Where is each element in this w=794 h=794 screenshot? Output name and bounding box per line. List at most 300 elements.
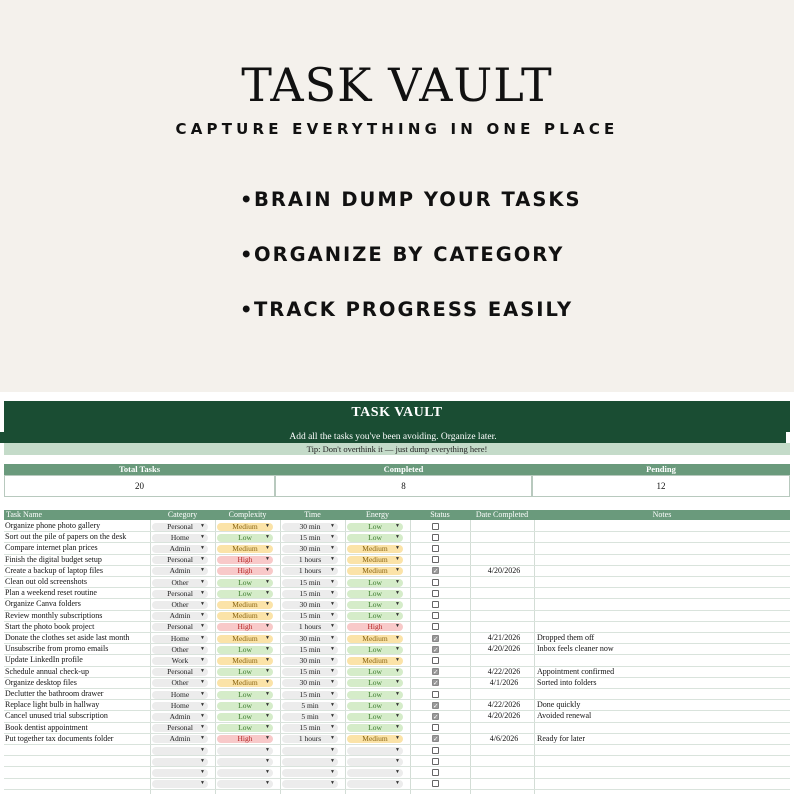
notes-cell[interactable]	[534, 689, 789, 700]
date-completed-cell[interactable]: 4/1/2026	[489, 677, 519, 687]
time-dropdown[interactable]	[282, 691, 338, 699]
dropdown-arrow-icon: ▼	[200, 545, 205, 551]
complexity-value: Low	[238, 711, 252, 721]
time-dropdown[interactable]	[282, 590, 338, 598]
task-name-cell[interactable]: Sort out the pile of papers on the desk	[5, 532, 127, 542]
complexity-dropdown[interactable]	[217, 601, 273, 609]
category-dropdown[interactable]	[152, 780, 208, 788]
table-row[interactable]	[4, 700, 790, 711]
task-name-cell[interactable]	[5, 767, 147, 778]
time-dropdown[interactable]	[282, 747, 338, 755]
time-value: 15 min	[299, 577, 321, 587]
notes-cell[interactable]	[534, 521, 789, 532]
dropdown-arrow-icon: ▼	[395, 747, 400, 753]
notes-cell[interactable]	[534, 611, 789, 622]
dropdown-arrow-icon: ▼	[330, 545, 335, 551]
status-checkbox[interactable]	[432, 780, 439, 787]
table-row[interactable]	[4, 711, 790, 722]
complexity-dropdown[interactable]	[217, 623, 273, 631]
category-value: Admin	[169, 543, 191, 553]
table-row[interactable]	[4, 611, 790, 622]
table-row[interactable]	[4, 577, 790, 588]
status-checkbox[interactable]	[432, 556, 439, 563]
notes-cell[interactable]	[534, 622, 789, 633]
time-dropdown[interactable]	[282, 657, 338, 665]
dropdown-arrow-icon: ▼	[265, 568, 270, 574]
energy-dropdown[interactable]	[347, 579, 403, 587]
task-name-cell[interactable]: Clean out old screenshots	[5, 577, 87, 586]
task-name-cell[interactable]: Organize Canva folders	[5, 599, 81, 609]
dropdown-arrow-icon: ▼	[265, 590, 270, 596]
notes-cell[interactable]	[534, 779, 789, 790]
date-completed-cell[interactable]: 4/20/2026	[487, 565, 521, 575]
energy-dropdown[interactable]	[347, 523, 403, 531]
task-name-cell[interactable]: Replace light bulb in hallway	[5, 700, 100, 710]
category-dropdown[interactable]	[152, 601, 208, 609]
energy-dropdown[interactable]	[347, 601, 403, 609]
notes-cell[interactable]: Dropped them off	[537, 633, 595, 642]
time-dropdown[interactable]	[282, 523, 338, 531]
complexity-dropdown[interactable]	[217, 747, 273, 755]
feature-track	[240, 298, 573, 321]
complexity-dropdown[interactable]	[217, 769, 273, 777]
time-dropdown[interactable]	[282, 668, 338, 676]
complexity-dropdown[interactable]	[217, 679, 273, 687]
col-complexity[interactable]: Complexity	[228, 510, 267, 519]
category-value: Home	[170, 532, 190, 542]
energy-dropdown[interactable]	[347, 679, 403, 687]
dropdown-arrow-icon: ▼	[330, 579, 335, 585]
energy-value: Medium	[362, 655, 388, 665]
notes-cell[interactable]	[534, 577, 789, 588]
col-date-completed[interactable]: Date Completed	[475, 510, 529, 519]
time-value: 30 min	[299, 521, 321, 531]
category-dropdown[interactable]	[152, 747, 208, 755]
status-checkbox[interactable]	[432, 523, 439, 530]
time-dropdown[interactable]	[282, 702, 338, 710]
date-completed-cell[interactable]: 4/22/2026	[487, 666, 521, 676]
category-value: Personal	[167, 555, 193, 565]
table-row[interactable]	[4, 588, 790, 599]
energy-dropdown[interactable]	[347, 780, 403, 788]
notes-cell[interactable]: Avoided renewal	[537, 711, 592, 721]
category-dropdown[interactable]	[152, 523, 208, 531]
category-value: Work	[171, 655, 189, 665]
task-name-cell[interactable]: Plan a weekend reset routine	[5, 588, 97, 598]
notes-cell[interactable]: Sorted into folders	[537, 677, 597, 687]
status-checkbox[interactable]	[432, 769, 439, 776]
status-checkbox[interactable]	[432, 679, 439, 686]
category-dropdown[interactable]	[152, 545, 208, 553]
dropdown-arrow-icon: ▼	[330, 747, 335, 753]
date-completed-cell[interactable]	[474, 611, 534, 622]
category-dropdown[interactable]	[152, 635, 208, 643]
notes-cell[interactable]: Appointment confirmed	[537, 666, 615, 676]
status-checkbox[interactable]	[432, 635, 439, 642]
table-row[interactable]	[4, 667, 790, 678]
dropdown-arrow-icon: ▼	[330, 613, 335, 619]
category-dropdown[interactable]	[152, 668, 208, 676]
energy-value: Low	[368, 644, 382, 654]
date-completed-cell[interactable]	[474, 689, 534, 700]
energy-dropdown[interactable]	[347, 691, 403, 699]
dropdown-arrow-icon: ▼	[265, 523, 270, 529]
dropdown-arrow-icon: ▼	[265, 613, 270, 619]
category-dropdown[interactable]	[152, 590, 208, 598]
status-checkbox[interactable]	[432, 657, 439, 664]
date-completed-cell[interactable]	[474, 655, 534, 666]
col-status[interactable]: Status	[430, 510, 450, 519]
status-checkbox[interactable]	[432, 545, 439, 552]
date-completed-cell[interactable]: 4/6/2026	[489, 733, 519, 743]
date-completed-cell[interactable]	[474, 622, 534, 633]
col-time[interactable]: Time	[304, 510, 321, 519]
complexity-dropdown[interactable]	[217, 579, 273, 587]
time-dropdown[interactable]	[282, 679, 338, 687]
category-value: Personal	[167, 723, 193, 733]
dropdown-arrow-icon: ▼	[200, 657, 205, 663]
category-dropdown[interactable]	[152, 612, 208, 620]
category-value: Home	[170, 689, 190, 699]
status-checkbox[interactable]	[432, 758, 439, 765]
time-dropdown[interactable]	[282, 780, 338, 788]
notes-cell[interactable]	[534, 745, 789, 756]
energy-value: Medium	[362, 566, 388, 576]
complexity-dropdown[interactable]	[217, 635, 273, 643]
energy-dropdown[interactable]	[347, 623, 403, 631]
notes-cell[interactable]	[534, 767, 789, 778]
date-completed-cell[interactable]	[474, 767, 534, 778]
date-completed-cell[interactable]	[474, 599, 534, 610]
table-row[interactable]	[4, 555, 790, 566]
dropdown-arrow-icon: ▼	[200, 579, 205, 585]
category-dropdown[interactable]	[152, 657, 208, 665]
energy-dropdown[interactable]	[347, 567, 403, 575]
feature-label: BRAIN DUMP YOUR TASKS	[254, 188, 582, 211]
status-checkbox[interactable]	[432, 646, 439, 653]
task-name-cell[interactable]: Compare internet plan prices	[5, 543, 98, 553]
dropdown-arrow-icon: ▼	[265, 646, 270, 652]
bullet-icon: •	[240, 188, 255, 211]
date-completed-cell[interactable]: 4/21/2026	[487, 633, 521, 642]
time-value: 5 min	[301, 711, 319, 721]
complexity-dropdown[interactable]	[217, 668, 273, 676]
energy-dropdown[interactable]	[347, 668, 403, 676]
status-checkbox[interactable]	[432, 579, 439, 586]
time-value: 15 min	[299, 667, 321, 677]
energy-dropdown[interactable]	[347, 724, 403, 732]
complexity-value: High	[237, 734, 253, 744]
dropdown-arrow-icon: ▼	[330, 523, 335, 529]
table-row[interactable]	[4, 521, 790, 532]
time-dropdown[interactable]	[282, 545, 338, 553]
table-row[interactable]	[4, 734, 790, 745]
time-dropdown[interactable]	[282, 769, 338, 777]
complexity-value: High	[237, 555, 253, 565]
status-checkbox[interactable]	[432, 623, 439, 630]
task-name-cell[interactable]: Organize phone photo gallery	[5, 521, 101, 530]
energy-value: Low	[368, 577, 382, 587]
energy-dropdown[interactable]	[347, 747, 403, 755]
category-dropdown[interactable]	[152, 567, 208, 575]
time-dropdown[interactable]	[282, 567, 338, 575]
table-row[interactable]	[4, 599, 790, 610]
notes-cell[interactable]	[534, 599, 789, 610]
energy-dropdown[interactable]	[347, 646, 403, 654]
category-dropdown[interactable]	[152, 556, 208, 564]
complexity-dropdown[interactable]	[217, 612, 273, 620]
time-value: 15 min	[299, 644, 321, 654]
energy-dropdown[interactable]	[347, 590, 403, 598]
dropdown-arrow-icon: ▼	[265, 747, 270, 753]
date-completed-cell[interactable]	[474, 555, 534, 566]
task-name-cell[interactable]: Start the photo book project	[5, 621, 95, 631]
energy-dropdown[interactable]	[347, 545, 403, 553]
complexity-value: Low	[238, 644, 252, 654]
col-energy[interactable]: Energy	[366, 510, 389, 519]
complexity-dropdown[interactable]	[217, 545, 273, 553]
time-value: 30 min	[299, 543, 321, 553]
notes-cell[interactable]	[534, 566, 789, 577]
date-completed-cell[interactable]	[474, 532, 534, 543]
time-dropdown[interactable]	[282, 646, 338, 654]
complexity-value: Medium	[232, 599, 258, 609]
dropdown-arrow-icon: ▼	[330, 624, 335, 630]
category-value: Personal	[167, 588, 193, 598]
status-checkbox[interactable]	[432, 612, 439, 619]
dropdown-arrow-icon: ▼	[200, 781, 205, 787]
time-value: 30 min	[299, 655, 321, 665]
date-completed-cell[interactable]	[474, 521, 534, 532]
time-dropdown[interactable]	[282, 601, 338, 609]
dropdown-arrow-icon: ▼	[330, 725, 335, 731]
status-checkbox[interactable]	[432, 601, 439, 608]
pending-value: 12	[532, 475, 790, 497]
category-value: Home	[170, 700, 190, 710]
date-completed-cell[interactable]	[474, 756, 534, 767]
date-completed-cell[interactable]: 4/22/2026	[487, 700, 521, 710]
table-row[interactable]	[4, 723, 790, 734]
category-value: Other	[171, 577, 189, 587]
task-name-cell[interactable]: Create a backup of laptop files	[5, 565, 103, 575]
dropdown-arrow-icon: ▼	[395, 646, 400, 652]
task-name-cell[interactable]: Book dentist appointment	[5, 722, 88, 732]
table-row[interactable]	[4, 689, 790, 700]
energy-value: Low	[368, 700, 382, 710]
date-completed-cell[interactable]	[474, 779, 534, 790]
task-name-cell[interactable]: Update LinkedIn profile	[5, 655, 83, 665]
notes-cell[interactable]	[534, 723, 789, 734]
complexity-dropdown[interactable]	[217, 567, 273, 575]
col-notes[interactable]: Notes	[652, 510, 672, 519]
dropdown-arrow-icon: ▼	[395, 557, 400, 563]
category-dropdown[interactable]	[152, 623, 208, 631]
status-checkbox[interactable]	[432, 691, 439, 698]
date-completed-cell[interactable]: 4/20/2026	[487, 711, 521, 721]
table-row[interactable]	[4, 779, 790, 790]
time-dropdown[interactable]	[282, 612, 338, 620]
date-completed-cell[interactable]	[474, 723, 534, 734]
time-dropdown[interactable]	[282, 713, 338, 721]
dropdown-arrow-icon: ▼	[265, 545, 270, 551]
complexity-value: Medium	[232, 521, 258, 531]
time-dropdown[interactable]	[282, 623, 338, 631]
complexity-dropdown[interactable]	[217, 735, 273, 743]
notes-cell[interactable]	[534, 756, 789, 767]
dropdown-arrow-icon: ▼	[330, 781, 335, 787]
notes-cell[interactable]	[534, 543, 789, 554]
complexity-dropdown[interactable]	[217, 657, 273, 665]
notes-cell[interactable]: Ready for later	[537, 733, 585, 743]
task-name-cell[interactable]: Schedule annual check-up	[5, 666, 89, 676]
notes-cell[interactable]: Done quickly	[537, 700, 581, 710]
table-row[interactable]	[4, 543, 790, 554]
table-row[interactable]	[4, 745, 790, 756]
complexity-dropdown[interactable]	[217, 758, 273, 766]
dropdown-arrow-icon: ▼	[330, 657, 335, 663]
category-dropdown[interactable]	[152, 646, 208, 654]
task-name-cell[interactable]: Cancel unused trial subscription	[5, 711, 108, 721]
category-value: Admin	[169, 566, 191, 576]
bullet-icon: •	[240, 298, 255, 321]
dropdown-arrow-icon: ▼	[265, 702, 270, 708]
table-row[interactable]	[4, 767, 790, 778]
notes-cell[interactable]	[534, 588, 789, 599]
complexity-value: Low	[238, 667, 252, 677]
dropdown-arrow-icon: ▼	[330, 713, 335, 719]
status-checkbox[interactable]	[432, 735, 439, 742]
category-dropdown[interactable]	[152, 702, 208, 710]
energy-dropdown[interactable]	[347, 735, 403, 743]
status-checkbox[interactable]	[432, 702, 439, 709]
dropdown-arrow-icon: ▼	[395, 624, 400, 630]
complexity-dropdown[interactable]	[217, 691, 273, 699]
col-task-name[interactable]: Task Name	[6, 510, 43, 519]
energy-dropdown[interactable]	[347, 657, 403, 665]
status-checkbox[interactable]	[432, 724, 439, 731]
dropdown-arrow-icon: ▼	[395, 669, 400, 675]
energy-value: Medium	[362, 555, 388, 565]
notes-cell[interactable]	[534, 532, 789, 543]
status-checkbox[interactable]	[432, 747, 439, 754]
date-completed-cell[interactable]	[474, 745, 534, 756]
dropdown-arrow-icon: ▼	[395, 568, 400, 574]
task-name-cell[interactable]: Review monthly subscriptions	[5, 610, 103, 620]
time-dropdown[interactable]	[282, 579, 338, 587]
dropdown-arrow-icon: ▼	[395, 725, 400, 731]
dropdown-arrow-icon: ▼	[200, 635, 205, 641]
time-value: 1 hours	[298, 622, 322, 632]
time-dropdown[interactable]	[282, 635, 338, 643]
category-dropdown[interactable]	[152, 713, 208, 721]
energy-dropdown[interactable]	[347, 702, 403, 710]
date-completed-cell[interactable]	[474, 577, 534, 588]
table-row[interactable]	[4, 678, 790, 689]
category-dropdown[interactable]	[152, 534, 208, 542]
category-dropdown[interactable]	[152, 724, 208, 732]
task-name-cell[interactable]: Declutter the bathroom drawer	[5, 689, 104, 698]
dropdown-arrow-icon: ▼	[200, 534, 205, 540]
notes-cell[interactable]: Inbox feels cleaner now	[537, 644, 614, 654]
task-name-cell[interactable]: Put together tax documents folder	[5, 733, 114, 743]
complexity-dropdown[interactable]	[217, 534, 273, 542]
category-value: Admin	[169, 734, 191, 744]
table-row[interactable]	[4, 633, 790, 644]
energy-dropdown[interactable]	[347, 534, 403, 542]
table-row[interactable]	[4, 566, 790, 577]
task-name-cell[interactable]	[5, 779, 147, 790]
time-dropdown[interactable]	[282, 735, 338, 743]
status-checkbox[interactable]	[432, 590, 439, 597]
category-dropdown[interactable]	[152, 735, 208, 743]
energy-dropdown[interactable]	[347, 556, 403, 564]
complexity-dropdown[interactable]	[217, 724, 273, 732]
category-dropdown[interactable]	[152, 758, 208, 766]
status-checkbox[interactable]	[432, 668, 439, 675]
complexity-dropdown[interactable]	[217, 780, 273, 788]
complexity-dropdown[interactable]	[217, 702, 273, 710]
energy-dropdown[interactable]	[347, 612, 403, 620]
dropdown-arrow-icon: ▼	[265, 635, 270, 641]
category-value: Other	[171, 599, 189, 609]
energy-value: High	[367, 622, 383, 632]
energy-dropdown[interactable]	[347, 635, 403, 643]
task-name-cell[interactable]: Unsubscribe from promo emails	[5, 644, 109, 654]
notes-cell[interactable]	[534, 555, 789, 566]
task-name-cell[interactable]: Finish the digital budget setup	[5, 554, 102, 564]
complexity-dropdown[interactable]	[217, 646, 273, 654]
table-row[interactable]	[4, 622, 790, 633]
task-name-cell[interactable]	[5, 745, 147, 756]
table-row[interactable]	[4, 532, 790, 543]
energy-dropdown[interactable]	[347, 713, 403, 721]
dropdown-arrow-icon: ▼	[200, 747, 205, 753]
status-checkbox[interactable]	[432, 713, 439, 720]
category-value: Personal	[167, 521, 193, 531]
time-dropdown[interactable]	[282, 534, 338, 542]
date-completed-cell[interactable]	[474, 588, 534, 599]
energy-dropdown[interactable]	[347, 758, 403, 766]
time-dropdown[interactable]	[282, 724, 338, 732]
category-dropdown[interactable]	[152, 679, 208, 687]
status-checkbox[interactable]	[432, 534, 439, 541]
energy-dropdown[interactable]	[347, 769, 403, 777]
notes-cell[interactable]	[534, 655, 789, 666]
complexity-dropdown[interactable]	[217, 590, 273, 598]
task-name-cell[interactable]: Organize desktop files	[5, 677, 77, 687]
time-dropdown[interactable]	[282, 556, 338, 564]
complexity-dropdown[interactable]	[217, 523, 273, 531]
complexity-dropdown[interactable]	[217, 556, 273, 564]
table-row[interactable]	[4, 644, 790, 655]
status-checkbox[interactable]	[432, 567, 439, 574]
complexity-dropdown[interactable]	[217, 713, 273, 721]
completed-value: 8	[275, 475, 532, 497]
category-dropdown[interactable]	[152, 579, 208, 587]
dropdown-arrow-icon: ▼	[330, 557, 335, 563]
task-name-cell[interactable]	[5, 756, 147, 767]
category-dropdown[interactable]	[152, 691, 208, 699]
table-row[interactable]	[4, 655, 790, 666]
category-dropdown[interactable]	[152, 769, 208, 777]
dropdown-arrow-icon: ▼	[395, 545, 400, 551]
col-category[interactable]: Category	[167, 510, 198, 519]
date-completed-cell[interactable]: 4/20/2026	[487, 644, 521, 654]
table-row[interactable]	[4, 756, 790, 767]
date-completed-cell[interactable]	[474, 543, 534, 554]
time-dropdown[interactable]	[282, 758, 338, 766]
task-name-cell[interactable]: Donate the clothes set aside last month	[5, 633, 130, 642]
